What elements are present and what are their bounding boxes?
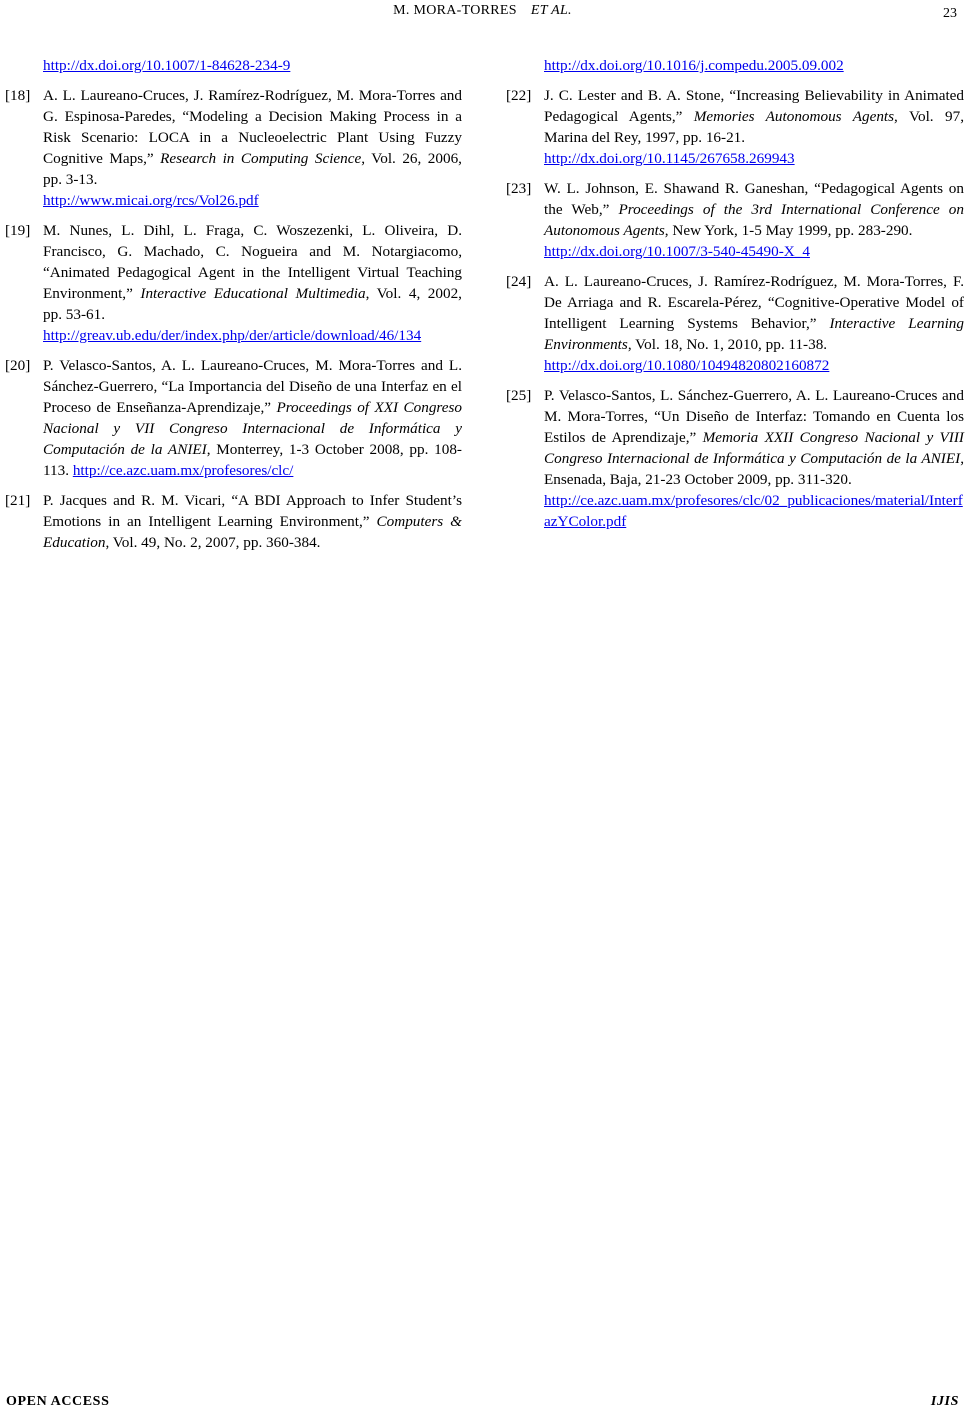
reference-text — [43, 85, 462, 190]
reference-venue: Interactive Educational Multimedia — [140, 285, 366, 302]
reference-venue: Research in Computing Science — [160, 150, 362, 167]
reference-venue: Memoria XXII Congreso Nacional y VIII Congreso Internacional de Informática y Computación de la ANIEI — [544, 429, 964, 467]
reference-number: [19] — [5, 222, 31, 239]
reference-url[interactable]: http://ce.azc.uam.mx/profesores/clc/ — [72, 462, 294, 479]
reference-details: , Vol. 97, Marina del Rey, 1997, pp. 16-21. — [544, 108, 964, 146]
reference-number: [24] — [506, 273, 532, 290]
reference-number: [25] — [506, 387, 532, 404]
page-number: 23 — [943, 6, 957, 21]
reference-details: , Vol. 26, 2006, pp. 3-13. — [43, 150, 462, 188]
reference-authors-title: A. L. Laureano-Cruces, J. Ramírez-Rodríguez, M. Mora-Torres and G. Espinosa-Paredes, “Modeling a Decision Making Process in a Risk Scenario: LOCA in a Nucleoelectric Plant Using Fuzzy Cognitive Maps,” — [43, 87, 462, 167]
reference-19 — [5, 220, 462, 346]
carried-url-link[interactable]: http://dx.doi.org/10.1007/1-84628-234-9 — [43, 57, 291, 74]
reference-18 — [5, 85, 462, 211]
reference-20 — [5, 355, 462, 481]
reference-authors-title: W. L. Johnson, E. Shawand R. Ganeshan, “Pedagogical Agents on the Web,” — [544, 180, 964, 218]
reference-url[interactable]: http://ce.azc.uam.mx/profesores/clc/02_publicaciones/material/InterfazYColor.pdf — [544, 492, 963, 530]
reference-text — [544, 385, 964, 490]
page-footer — [0, 1392, 965, 1412]
reference-number: [23] — [506, 180, 532, 197]
reference-venue: Proceedings of XXI Congreso Nacional y VII Congreso Internacional de Informática y Computación de la ANIEI — [43, 399, 462, 458]
open-access-label: OPEN ACCESS — [6, 1394, 110, 1409]
reference-url[interactable]: http://dx.doi.org/10.1080/10494820802160872 — [544, 357, 830, 374]
reference-number: [22] — [506, 87, 532, 104]
reference-url[interactable]: http://greav.ub.edu/der/index.php/der/article/download/46/134 — [43, 327, 422, 344]
reference-21 — [5, 490, 462, 553]
reference-details: , Vol. 49, No. 2, 2007, pp. 360-384. — [105, 534, 321, 551]
running-head — [0, 0, 965, 24]
right-column — [506, 55, 964, 541]
reference-text — [43, 490, 462, 553]
reference-url[interactable]: http://dx.doi.org/10.1007/3-540-45490-X_4 — [544, 243, 810, 260]
reference-authors-title: A. L. Laureano-Cruces, J. Ramírez-Rodríguez, M. Mora-Torres, F. De Arriaga and R. Escarela-Pérez, “Cognitive-Operative Model of Intelligent Learning Systems Behavior,” — [544, 273, 964, 332]
reference-authors-title: P. Velasco-Santos, L. Sánchez-Guerrero, A. L. Laureano-Cruces and M. Mora-Torres, “Un Diseño de Interfaz: Tomando en Cuenta los Estilos de Aprendizaje,” — [544, 387, 964, 446]
carried-url-block — [5, 55, 462, 76]
running-title — [0, 3, 965, 19]
reference-23 — [506, 178, 964, 262]
author-short: M. MORA-TORRES — [393, 3, 517, 18]
journal-abbrev: IJIS — [930, 1394, 959, 1409]
reference-text — [43, 355, 462, 481]
reference-url[interactable]: http://www.micai.org/rcs/Vol26.pdf — [43, 192, 259, 209]
et-al: ET AL. — [530, 3, 572, 18]
reference-venue: Memories Autonomous Agents — [693, 108, 895, 125]
reference-number: [21] — [5, 492, 31, 509]
reference-text — [544, 178, 964, 241]
carried-url-link[interactable]: http://dx.doi.org/10.1016/j.compedu.2005.09.002 — [544, 57, 844, 74]
reference-details: , New York, 1-5 May 1999, pp. 283-290. — [664, 222, 913, 239]
reference-text — [544, 271, 964, 355]
reference-details: , Ensenada, Baja, 21-23 October 2009, pp. 311-320. — [544, 450, 964, 488]
reference-venue: Interactive Learning Environments — [544, 315, 964, 353]
left-column — [5, 55, 462, 562]
reference-25 — [506, 385, 964, 532]
reference-details: , Vol. 4, 2002, pp. 53-61. — [43, 285, 462, 323]
reference-number: [20] — [5, 357, 31, 374]
reference-venue: Computers & Education — [43, 513, 462, 551]
reference-text — [43, 220, 462, 325]
reference-text — [544, 85, 964, 148]
reference-24 — [506, 271, 964, 376]
reference-authors-title: M. Nunes, L. Dihl, L. Fraga, C. Woszezenki, L. Oliveira, D. Francisco, G. Machado, C. Nogueira and M. Notargiacomo, “Animated Pedagogical Agent in the Intelligent Virtual Teaching Environment,” — [43, 222, 462, 302]
reference-details: , Vol. 18, No. 1, 2010, pp. 11-38. — [627, 336, 828, 353]
reference-details: , Monterrey, 1-3 October 2008, pp. 108-113. — [43, 441, 462, 479]
reference-authors-title: P. Velasco-Santos, A. L. Laureano-Cruces, M. Mora-Torres and L. Sánchez-Guerrero, “La Importancia del Diseño de una Interfaz en el Proceso de Enseñanza-Aprendizaje,” — [43, 357, 462, 416]
reference-url[interactable]: http://dx.doi.org/10.1145/267658.269943 — [544, 150, 795, 167]
reference-venue: Proceedings of the 3rd International Conference on Autonomous Agents — [544, 201, 964, 239]
reference-number: [18] — [5, 87, 31, 104]
reference-22 — [506, 85, 964, 169]
reference-authors-title: J. C. Lester and B. A. Stone, “Increasing Believability in Animated Pedagogical Agents,” — [544, 87, 964, 125]
carried-url-block — [506, 55, 964, 76]
reference-authors-title: P. Jacques and R. M. Vicari, “A BDI Approach to Infer Student’s Emotions in an Intelligent Learning Environment,” — [43, 492, 462, 530]
